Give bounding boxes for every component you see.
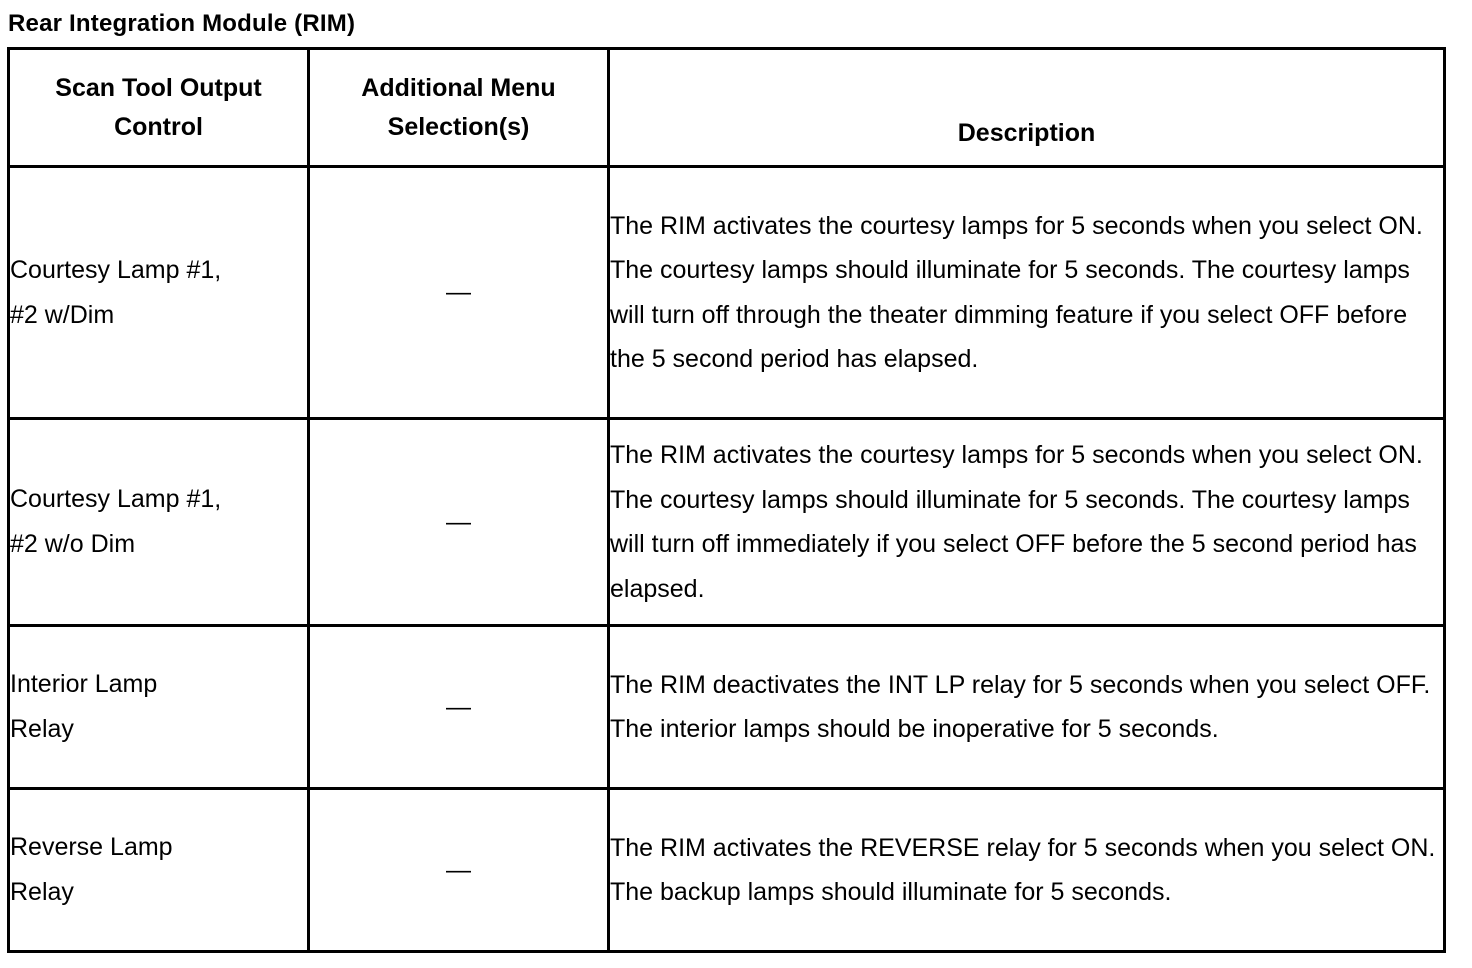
control-text: Courtesy Lamp #1, #2 w/o Dim — [10, 485, 222, 558]
cell-menu: — — [309, 167, 609, 419]
header-description — [609, 49, 1445, 167]
cell-control — [9, 419, 309, 626]
table-row — [9, 626, 1445, 789]
cell-description: The RIM activates the REVERSE relay for 5 seconds when you select ON. The backup lamps should illuminate for 5 seconds. — [609, 789, 1445, 952]
table-row — [9, 167, 1445, 419]
cell-menu: — — [309, 626, 609, 789]
cell-control — [9, 626, 309, 789]
header-menu-label: Additional Menu Selection(s) — [361, 73, 556, 141]
table-row — [9, 419, 1445, 626]
page-title: Rear Integration Module (RIM) — [8, 10, 356, 37]
table-header-row — [9, 49, 1445, 167]
header-description-label: Description — [957, 119, 1096, 147]
header-control-label: Scan Tool Output Control — [55, 73, 262, 141]
cell-control — [9, 789, 309, 952]
header-scan-tool-output-control — [9, 49, 309, 167]
cell-control — [9, 167, 309, 419]
cell-description: The RIM activates the courtesy lamps for 5 seconds when you select ON. The courtesy lamps should illuminate for 5 seconds. The courtesy lamps will turn off through the theater dimming feature if you select OFF before the 5 second period has elapsed. — [609, 167, 1445, 419]
cell-description: The RIM activates the courtesy lamps for 5 seconds when you select ON. The courtesy lamps should illuminate for 5 seconds. The courtesy lamps will turn off immediately if you select OFF before the 5 second period has elapsed. — [609, 419, 1445, 626]
table-row — [9, 789, 1445, 952]
control-text: Interior Lamp Relay — [10, 670, 158, 743]
cell-menu: — — [309, 789, 609, 952]
control-text: Reverse Lamp Relay — [10, 833, 173, 906]
rim-output-control-table — [7, 47, 1446, 953]
cell-menu: — — [309, 419, 609, 626]
cell-description: The RIM deactivates the INT LP relay for 5 seconds when you select OFF. The interior lamps should be inoperative for 5 seconds. — [609, 626, 1445, 789]
control-text: Courtesy Lamp #1, #2 w/Dim — [10, 255, 222, 329]
header-additional-menu-selections — [309, 49, 609, 167]
